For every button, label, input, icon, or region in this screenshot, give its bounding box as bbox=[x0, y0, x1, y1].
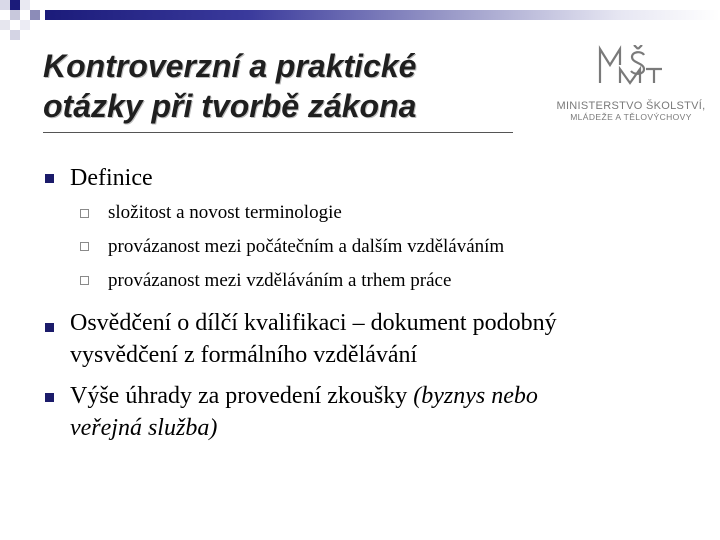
bullet-vyse-uhrady-italic: (byznys nebo bbox=[413, 383, 538, 409]
square-bullet-icon bbox=[45, 393, 54, 402]
checkbox-bullet-icon bbox=[80, 209, 89, 218]
sub-bullet-2: provázanost mezi počátečním a dalším vzděláváním bbox=[108, 236, 505, 257]
slide-title-line2: otázky při tvorbě zákona bbox=[43, 88, 417, 124]
bullet-vyse-uhrady bbox=[70, 380, 538, 444]
square-bullet-icon bbox=[45, 323, 54, 332]
logo-text-line2: MLÁDEŽE A TĚLOVÝCHOVY bbox=[570, 112, 692, 122]
bullet-vyse-uhrady-line2: veřejná služba) bbox=[70, 415, 218, 441]
bullet-osvedceni-line2: vysvědčení z formálního vzdělávání bbox=[70, 342, 418, 368]
checkbox-bullet-icon bbox=[80, 276, 89, 285]
bullet-vyse-uhrady-text: Výše úhrady za provedení zkoušky bbox=[70, 383, 414, 409]
bullet-osvedceni bbox=[70, 307, 557, 371]
sub-bullet-3: provázanost mezi vzděláváním a trhem práce bbox=[108, 270, 452, 291]
bullet-definice: Definice bbox=[70, 165, 153, 191]
square-bullet-icon bbox=[45, 174, 54, 183]
logo-text-line1: MINISTERSTVO ŠKOLSTVÍ, bbox=[556, 100, 706, 112]
bullet-osvedceni-line1: Osvědčení o dílčí kvalifikaci – dokument podobný bbox=[70, 310, 557, 336]
sub-bullet-1: složitost a novost terminologie bbox=[108, 202, 342, 223]
slide-title-line1: Kontroverzní a praktické bbox=[43, 48, 417, 84]
checkbox-bullet-icon bbox=[80, 242, 89, 251]
